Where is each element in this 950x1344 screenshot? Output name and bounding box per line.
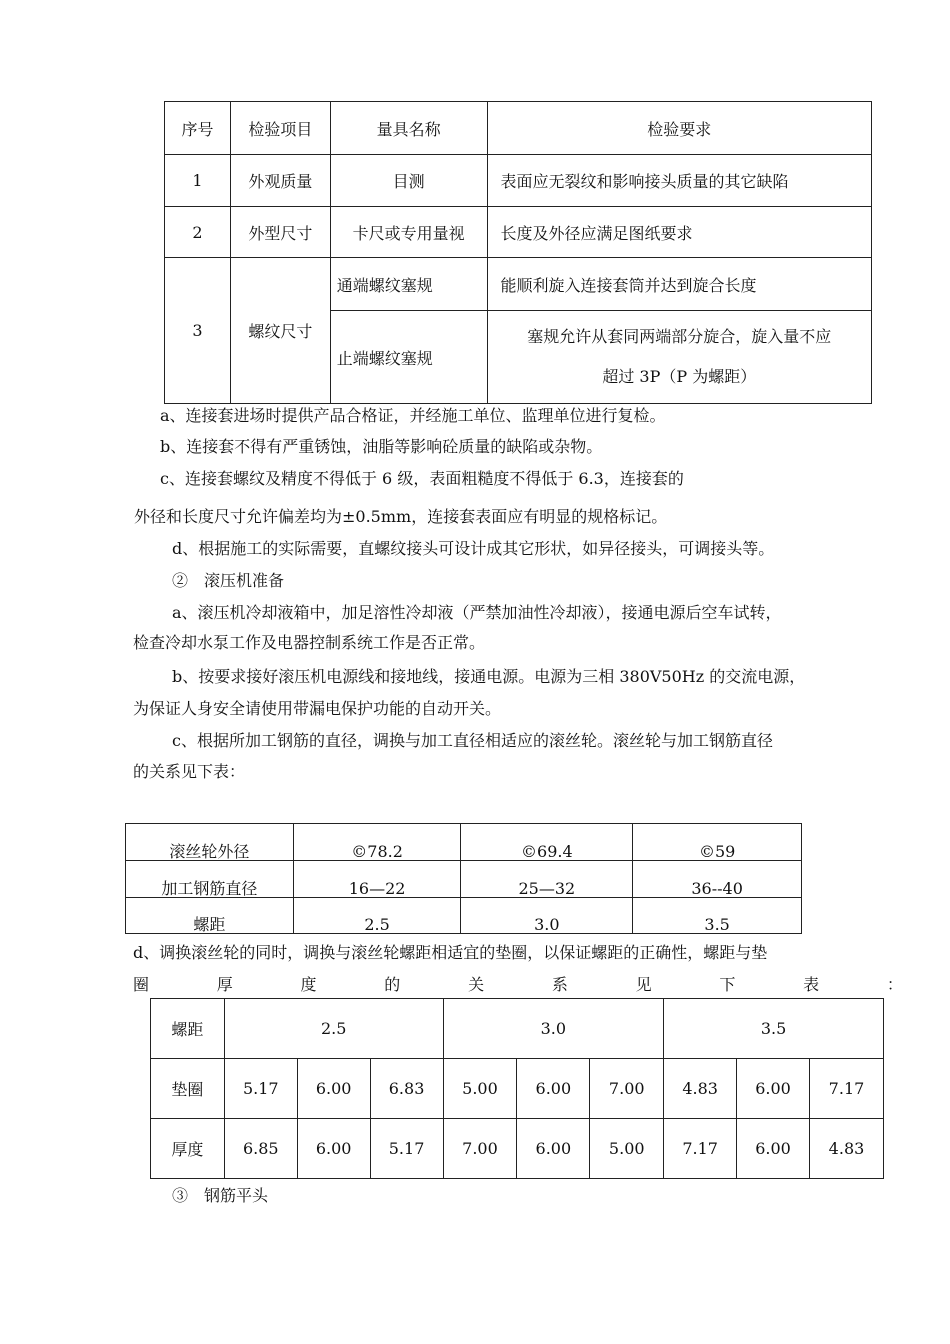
text-char: 圈	[133, 975, 150, 994]
table-cell: 7.17	[809, 1059, 883, 1119]
table-cell: 5.17	[224, 1059, 297, 1119]
header-cell: 检验要求	[487, 102, 871, 155]
table-cell: 4.83	[664, 1059, 737, 1119]
text-char: 关	[468, 975, 485, 994]
table-cell: 16—22	[293, 861, 461, 898]
table-row	[165, 258, 872, 311]
text-char: 系	[551, 975, 568, 994]
table-row	[151, 1119, 884, 1179]
table-cell: 目测	[330, 155, 487, 207]
paragraph-2d-line1: d、调换滚丝轮的同时，调换与滚丝轮螺距相适宜的垫圈，以保证螺距的正确性，螺距与垫	[133, 943, 768, 962]
washer-table	[150, 998, 884, 1179]
table-cell: ©69.4	[461, 824, 633, 861]
table-cell: 3.0	[443, 999, 664, 1059]
table-cell: 6.00	[517, 1059, 590, 1119]
table-cell	[487, 311, 871, 404]
paragraph-2b-line1: b、按要求接好滚压机电源线和接地线，接通电源。电源为三相 380V50Hz 的交流电源，	[172, 667, 806, 686]
table-cell: 6.00	[297, 1059, 370, 1119]
paragraph-2d-line2	[133, 975, 903, 995]
cell-line: 超过 3P（P 为螺距）	[602, 367, 757, 386]
table-cell: 长度及外径应满足图纸要求	[487, 207, 871, 258]
paragraph-2b-line2: 为保证人身安全请使用带漏电保护功能的自动开关。	[133, 699, 502, 718]
table-cell: 卡尺或专用量视	[330, 207, 487, 258]
roller-table	[125, 823, 802, 934]
table-cell: ©78.2	[293, 824, 461, 861]
header-cell: 序号	[165, 102, 231, 155]
text-char: 下	[719, 975, 736, 994]
table-cell: 通端螺纹塞规	[330, 258, 487, 311]
table-cell: ©59	[633, 824, 802, 861]
table-cell: 外观质量	[230, 155, 330, 207]
cell-line: 塞规允许从套同两端部分旋合，旋入量不应	[527, 327, 832, 346]
table-row	[126, 898, 802, 934]
table-cell: 3	[165, 258, 231, 404]
table-cell: 7.17	[664, 1119, 737, 1179]
table-cell: 6.00	[517, 1119, 590, 1179]
text-char: 厚	[216, 975, 233, 994]
table-cell: 7.00	[590, 1059, 664, 1119]
table-cell: 2.5	[224, 999, 443, 1059]
table-cell: 滚丝轮外径	[126, 824, 294, 861]
table-cell: 6.00	[737, 1119, 810, 1179]
paragraph-b: b、连接套不得有严重锈蚀，油脂等影响砼质量的缺陷或杂物。	[160, 437, 603, 456]
paragraph-2a-line1: a、滚压机冷却液箱中，加足溶性冷却液（严禁加油性冷却液），接通电源后空车试转，	[172, 603, 782, 622]
table-cell: 6.83	[370, 1059, 443, 1119]
table-cell: 2	[165, 207, 231, 258]
table-header-row	[165, 102, 872, 155]
table-cell: 螺距	[126, 898, 294, 934]
table-cell: 5.00	[443, 1059, 517, 1119]
section-heading-2: ② 滚压机准备	[172, 571, 285, 590]
table-row	[126, 861, 802, 898]
table-cell: 止端螺纹塞规	[330, 311, 487, 404]
table-cell: 6.85	[224, 1119, 297, 1179]
table-cell: 4.83	[809, 1119, 883, 1179]
text-char: ：	[886, 975, 903, 994]
table-cell: 垫圈	[151, 1059, 225, 1119]
table-cell: 3.5	[664, 999, 884, 1059]
text-char: 见	[635, 975, 652, 994]
table-cell: 5.17	[370, 1119, 443, 1179]
table-cell: 3.5	[633, 898, 802, 934]
table-cell: 外型尺寸	[230, 207, 330, 258]
paragraph-d: d、根据施工的实际需要，直螺纹接头可设计成其它形状，如异径接头，可调接头等。	[172, 539, 775, 558]
table-row	[165, 155, 872, 207]
table-cell: 6.00	[737, 1059, 810, 1119]
table-cell: 螺纹尺寸	[230, 258, 330, 404]
table-cell: 厚度	[151, 1119, 225, 1179]
text-char: 度	[300, 975, 317, 994]
inspection-table	[164, 101, 872, 404]
table-cell: 螺距	[151, 999, 225, 1059]
paragraph-2c-line1: c、根据所加工钢筋的直径，调换与加工直径相适应的滚丝轮。滚丝轮与加工钢筋直径	[172, 731, 773, 750]
table-row	[126, 824, 802, 861]
header-cell: 量具名称	[330, 102, 487, 155]
table-cell: 36--40	[633, 861, 802, 898]
table-cell: 7.00	[443, 1119, 517, 1179]
section-heading-3: ③ 钢筋平头	[172, 1186, 269, 1205]
paragraph-a: a、连接套进场时提供产品合格证，并经施工单位、监理单位进行复检。	[160, 406, 666, 425]
table-cell: 25—32	[461, 861, 633, 898]
table-cell: 表面应无裂纹和影响接头质量的其它缺陷	[487, 155, 871, 207]
paragraph-2c-line2: 的关系见下表：	[133, 762, 246, 781]
table-cell: 能顺利旋入连接套筒并达到旋合长度	[487, 258, 871, 311]
paragraph-c-line2: 外径和长度尺寸允许偏差均为±0.5mm，连接套表面应有明显的规格标记。	[134, 507, 668, 526]
table-cell: 2.5	[293, 898, 461, 934]
table-cell: 加工钢筋直径	[126, 861, 294, 898]
table-row	[151, 1059, 884, 1119]
table-cell: 5.00	[590, 1119, 664, 1179]
table-cell: 3.0	[461, 898, 633, 934]
header-cell: 检验项目	[230, 102, 330, 155]
table-row	[165, 207, 872, 258]
text-char: 的	[384, 975, 401, 994]
table-row	[151, 999, 884, 1059]
paragraph-2a-line2: 检查冷却水泵工作及电器控制系统工作是否正常。	[133, 633, 486, 652]
table-cell: 1	[165, 155, 231, 207]
paragraph-c-line1: c、连接套螺纹及精度不得低于 6 级，表面粗糙度不得低于 6.3，连接套的	[160, 469, 684, 488]
table-cell: 6.00	[297, 1119, 370, 1179]
text-char: 表	[803, 975, 820, 994]
